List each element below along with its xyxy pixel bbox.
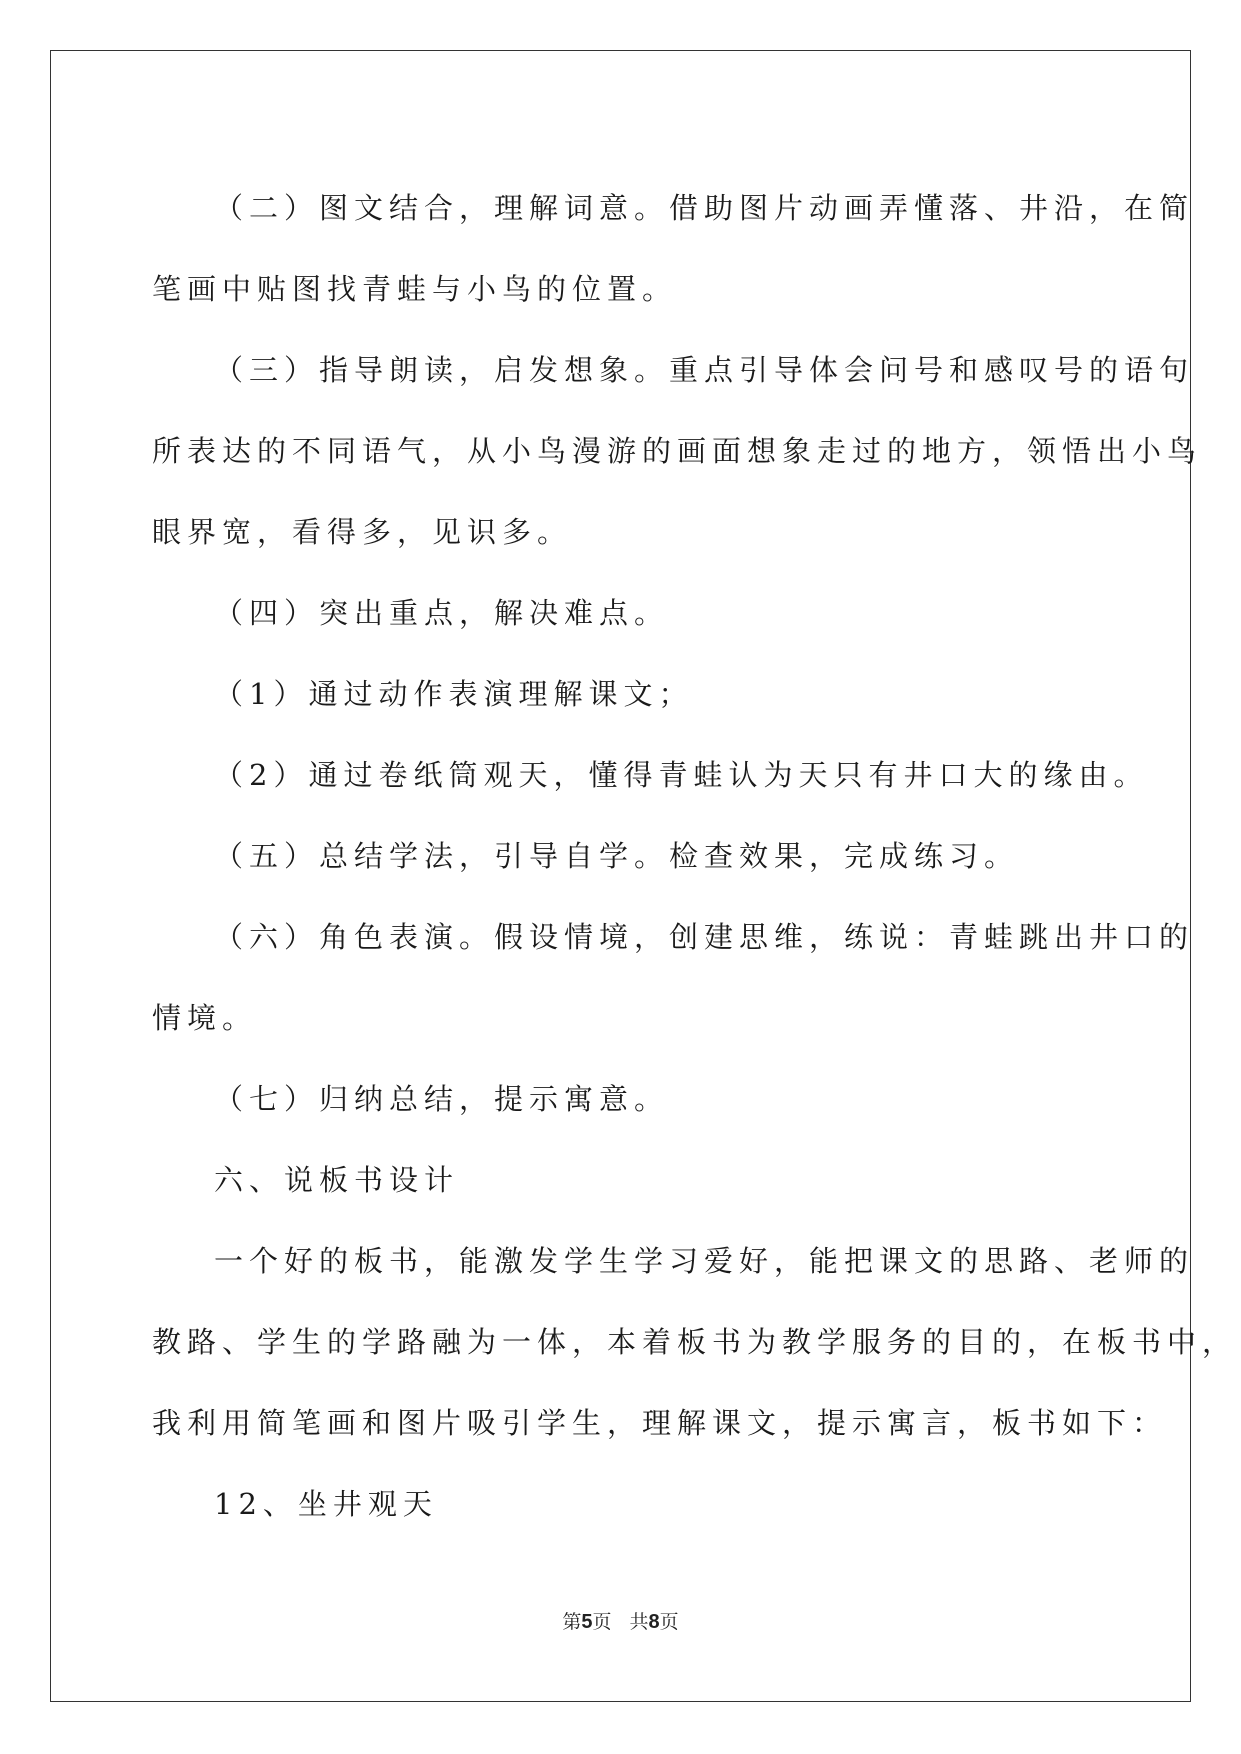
- paragraph-line: 笔画中贴图找青蛙与小鸟的位置。: [152, 272, 678, 306]
- paragraph-line: （2）通过卷纸筒观天，懂得青蛙认为天只有井口大的缘由。: [214, 758, 1149, 792]
- paragraph-line: 眼界宽，看得多，见识多。: [152, 515, 573, 549]
- paragraph-line: 教路、学生的学路融为一体，本着板书为教学服务的目的，在板书中，: [152, 1325, 1238, 1359]
- current-page-number: 5: [581, 1611, 593, 1633]
- total-pages-number: 8: [648, 1611, 660, 1633]
- paragraph-line: 所表达的不同语气，从小鸟漫游的画面想象走过的地方，领悟出小鸟: [152, 434, 1203, 468]
- paragraph-line: （四）突出重点，解决难点。: [214, 596, 670, 630]
- paragraph-line: （二）图文结合，理解词意。借助图片动画弄懂落、井沿，在简: [214, 191, 1195, 225]
- footer-total-prefix: 共: [629, 1611, 649, 1633]
- paragraph-line: （1）通过动作表演理解课文；: [214, 677, 694, 711]
- paragraph-line: （六）角色表演。假设情境，创建思维，练说：青蛙跳出井口的: [214, 920, 1195, 954]
- board-title: 12、坐井观天: [214, 1487, 438, 1521]
- footer-total-label: 页: [659, 1611, 679, 1633]
- page-footer: [0, 1607, 1241, 1634]
- paragraph-line: 情境。: [152, 1001, 258, 1035]
- paragraph-line: （三）指导朗读，启发想象。重点引导体会问号和感叹号的语句: [214, 353, 1195, 387]
- paragraph-line: （七）归纳总结，提示寓意。: [214, 1082, 670, 1116]
- paragraph-line: 我利用简笔画和图片吸引学生，理解课文，提示寓言，板书如下：: [152, 1406, 1168, 1440]
- paragraph-line: （五）总结学法，引导自学。检查效果，完成练习。: [214, 839, 1020, 873]
- footer-page-label: 页: [592, 1611, 612, 1633]
- document-body: [152, 168, 1238, 1545]
- paragraph-line: 一个好的板书，能激发学生学习爱好，能把课文的思路、老师的: [214, 1244, 1195, 1278]
- footer-prefix: 第: [562, 1611, 582, 1633]
- section-heading: 六、说板书设计: [214, 1163, 460, 1197]
